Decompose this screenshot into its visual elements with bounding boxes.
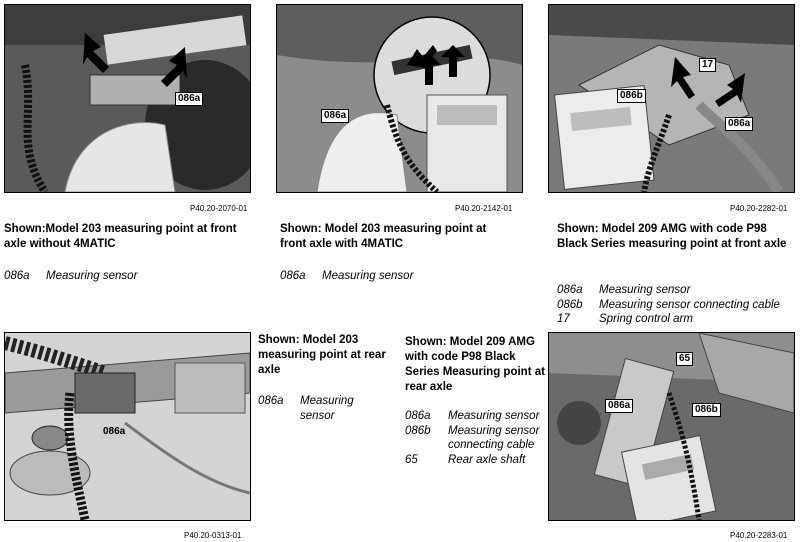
panel-title: Shown: Model 203 measuring point at rear axle: [258, 334, 386, 376]
figure-number: P40.20-2070-01: [190, 204, 248, 213]
callout-label: 65: [676, 352, 693, 366]
legend-row: [557, 283, 797, 298]
panel-title: Shown: Model 203 measuring point at front axle with 4MATIC: [280, 223, 487, 250]
legend-desc: Measuring sensor: [46, 270, 138, 282]
callout-label: 086a: [321, 109, 349, 123]
callout-label: 086a: [103, 426, 126, 437]
legend-row: [557, 298, 797, 313]
callout-label: 17: [699, 58, 716, 72]
callout-label: 086a: [725, 117, 753, 131]
legend: [557, 283, 797, 327]
callout-label: 086a: [175, 92, 203, 106]
legend-code: 086a: [258, 395, 284, 407]
legend-row: [405, 424, 547, 453]
legend-desc: Measuring sensor: [300, 395, 354, 422]
legend-row: [258, 394, 388, 423]
legend-desc: Measuring sensor: [448, 410, 540, 422]
legend-desc: Rear axle shaft: [448, 453, 526, 466]
photo-illustration: [549, 5, 794, 192]
legend-code: 086b: [405, 424, 431, 437]
panel-title: Shown:Model 203 measuring point at front axle without 4MATIC: [4, 223, 237, 250]
legend: [258, 394, 388, 423]
photo-model-203-rear-axle: [4, 332, 251, 521]
figure-number: P40.20-2282-01: [730, 204, 788, 213]
legend-desc: Measuring sensor connecting cable: [448, 424, 540, 451]
legend: [405, 409, 547, 467]
photo-illustration: [549, 333, 794, 520]
figure-number: P40.20-2142-01: [455, 204, 513, 213]
legend-code: 086b: [557, 298, 583, 311]
legend-code: 65: [405, 453, 418, 466]
legend-code: 086a: [557, 284, 583, 296]
figure-number: P40.20-0313-01: [184, 531, 242, 540]
photo-illustration: [277, 5, 522, 192]
legend: [280, 269, 515, 284]
legend-row: [280, 269, 515, 284]
legend: [4, 269, 244, 284]
photo-front-axle-without-4matic: [4, 4, 251, 193]
photo-front-axle-with-4matic: [276, 4, 523, 193]
legend-code: 086a: [405, 410, 431, 422]
callout-label: 086b: [617, 89, 646, 103]
legend-desc: Spring control arm: [599, 313, 693, 325]
photo-model-209-front-axle: [548, 4, 795, 193]
legend-row: [405, 453, 547, 468]
figure-number: P40.20-2283-01: [730, 531, 788, 540]
legend-desc: Measuring sensor: [322, 270, 414, 282]
panel-title: Shown: Model 209 AMG with code P98 Black Series measuring point at front axle: [557, 223, 787, 250]
legend-code: 086a: [4, 270, 30, 282]
legend-row: [557, 312, 797, 327]
photo-illustration: [5, 5, 250, 192]
panel-title: Shown: Model 209 AMG with code P98 Black Series Measuring point at rear axle: [405, 336, 545, 393]
callout-label: 086a: [605, 399, 633, 413]
legend-desc: Measuring sensor connecting cable: [599, 298, 780, 311]
legend-desc: Measuring sensor: [599, 284, 691, 296]
photo-model-209-rear-axle: [548, 332, 795, 521]
callout-label: 086b: [692, 403, 721, 417]
legend-code: 17: [557, 313, 570, 325]
legend-row: [4, 269, 244, 284]
legend-code: 086a: [280, 270, 306, 282]
legend-row: [405, 409, 547, 424]
photo-illustration: [5, 333, 250, 520]
